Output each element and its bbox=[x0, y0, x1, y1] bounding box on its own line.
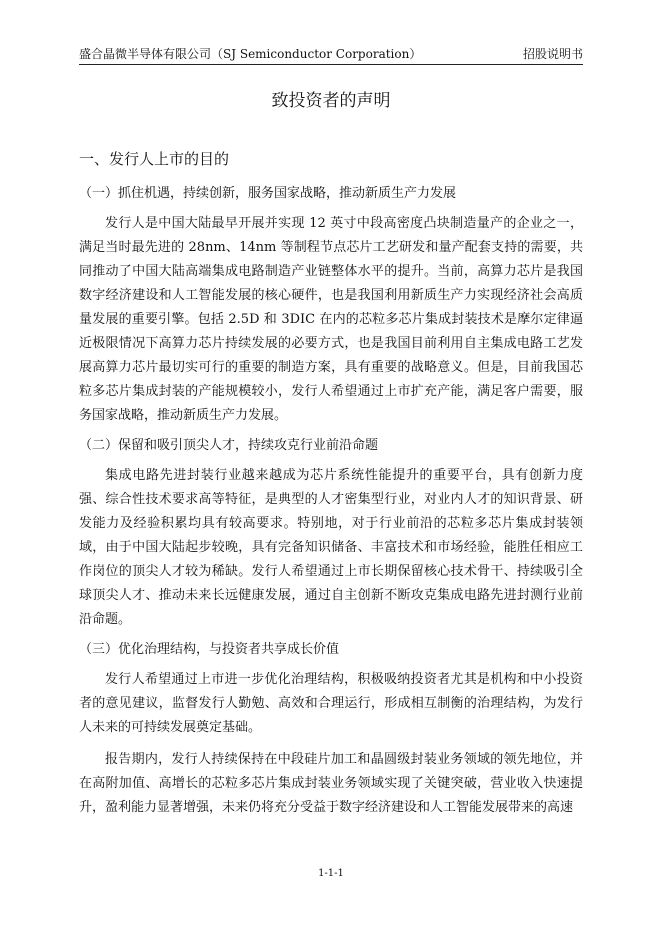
subsection-heading-3: （三）优化治理结构，与投资者共享成长价值 bbox=[79, 642, 340, 657]
header-rule bbox=[79, 64, 583, 65]
page-number: 1-1-1 bbox=[318, 868, 344, 879]
paragraph: 集成电路先进封装行业越来越成为芯片系统性能提升的重要平台，具有创新力度强、综合性技术要求高等特征，是典型的人才密集型行业，对业内人才的知识背景、研发能力及经验积累均具有较高要求。特别地，对于行业前沿的芯粒多芯片集成封装领域，由于中国大陆起步较晚，具有完备知识储备、丰富技术和市场经验，能胜任相应工作岗位的顶尖人才较为稀缺。发行人希望通过上市长期保留核心技术骨干、持续吸引全球顶尖人才、推动未来长远健康发展，通过自主创新不断攻克集成电路先进封测行业前沿命题。 bbox=[79, 468, 583, 627]
section-heading: 一、发行人上市的目的 bbox=[79, 150, 230, 168]
page-header bbox=[79, 44, 583, 64]
header-doc-type: 招股说明书 bbox=[522, 47, 583, 61]
document-body bbox=[79, 148, 583, 828]
paragraph: 发行人是中国大陆最早开展并实现 12 英寸中段高密度凸块制造量产的企业之一，满足当时最先进的 28nm、14nm 等制程节点芯片工艺研发和量产配套支持的需要，共同推动了中国大陆高端集成电路制造产业链整体水平的提升。当前，高算力芯片是我国数字经济建设和人工智能发展的核心硬件，也是我国利用新质生产力实现经济社会高质量发展的重要引擎。包括 2.5D 和 3DIC 在内的芯粒多芯片集成封装技术是摩尔定律逼近极限情况下高算力芯片持续发展的必要方式，也是我国目前利用自主集成电路工艺发展高算力芯片最切实可行的重要的制造方案，具有重要的战略意义。但是，目前我国芯粒多芯片集成封装的产能规模较小，发行人希望通过上市扩充产能，满足客户需要，服务国家战略，推动新质生产力发展。 bbox=[79, 216, 583, 423]
page-title: 致投资者的声明 bbox=[271, 91, 391, 111]
paragraph: 发行人希望通过上市进一步优化治理结构，积极吸纳投资者尤其是机构和中小投资者的意见建议，监督发行人勤勉、高效和合理运行，形成相互制衡的治理结构，为发行人未来的可持续发展奠定基础。 bbox=[79, 672, 583, 735]
paragraph: 报告期内，发行人持续保持在中段硅片加工和晶圆级封装业务领域的领先地位，并在高附加值、高增长的芯粒多芯片集成封装业务领域实现了关键突破，营业收入快速提升，盈利能力显著增强，未来仍将充分受益于数字经济建设和人工智能发展带来的高速 bbox=[79, 752, 583, 815]
subsection-heading-2: （二）保留和吸引顶尖人才，持续攻克行业前沿命题 bbox=[79, 438, 379, 453]
subsection-heading-1: （一）抓住机遇，持续创新，服务国家战略，推动新质生产力发展 bbox=[79, 186, 457, 201]
header-company: 盛合晶微半导体有限公司（SJ Semiconductor Corporation） bbox=[79, 47, 422, 61]
